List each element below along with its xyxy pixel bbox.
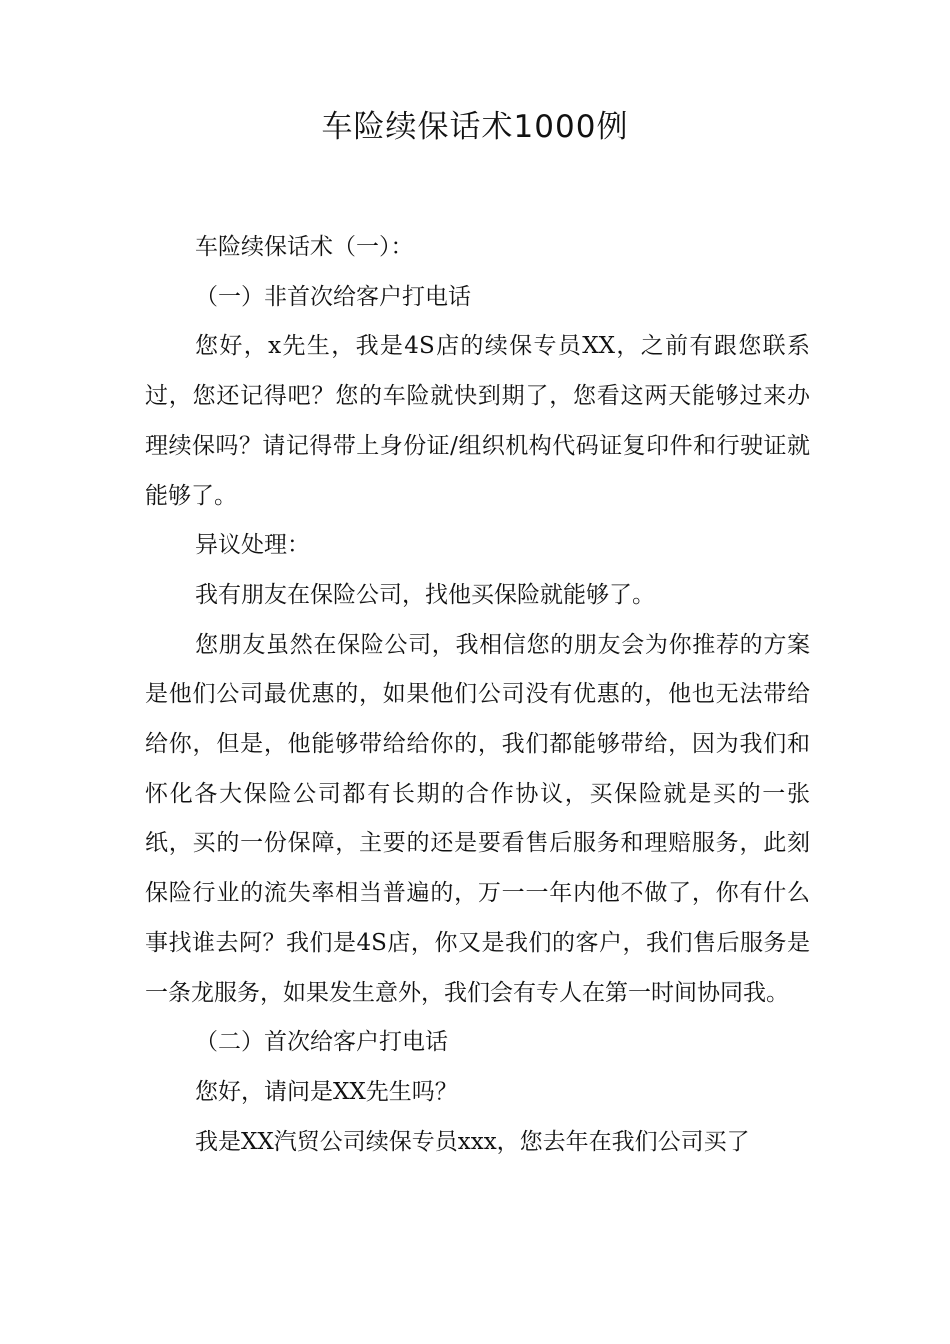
script-paragraph: 您好，x先生，我是4S店的续保专员XX，之前有跟您联系过，您还记得吧？您的车险就快到期了，您看这两天能够过来办理续保吗？请记得带上身份证/组织机构代码证复印件和行驶证就能够了。	[145, 333, 810, 509]
subsection-heading: （二）首次给客户打电话	[195, 1029, 448, 1056]
response-paragraph: 您朋友虽然在保险公司，我相信您的朋友会为你推荐的方案是他们公司最优惠的，如果他们公司没有优惠的，他也无法带给给你，但是，他能够带给给你的，我们都能够带给，因为我们和怀化各大保险公司都有长期的合作协议，买保险就是买的一张纸，买的一份保障，主要的还是要看售后服务和理赔服务，此刻保险行业的流失率相当普遍的，万一一年内他不做了，你有什么事找谁去阿？我们是4S店，你又是我们的客户，我们售后服务是一条龙服务，如果发生意外，我们会有专人在第一时间协同我。	[145, 631, 810, 1006]
subsection-heading: （一）非首次给客户打电话	[195, 283, 471, 310]
section-heading: 车险续保话术（一）：	[195, 234, 414, 260]
script-paragraph: 我是XX汽贸公司续保专员xxx，您去年在我们公司买了	[195, 1128, 750, 1155]
script-paragraph: 您好，请问是XX先生吗？	[195, 1078, 458, 1105]
document-body	[145, 223, 810, 1167]
objection-paragraph: 我有朋友在保险公司，找他买保险就能够了。	[195, 581, 655, 608]
objection-heading: 异议处理：	[195, 532, 310, 559]
document-title: 车险续保话术1000例	[321, 109, 629, 145]
